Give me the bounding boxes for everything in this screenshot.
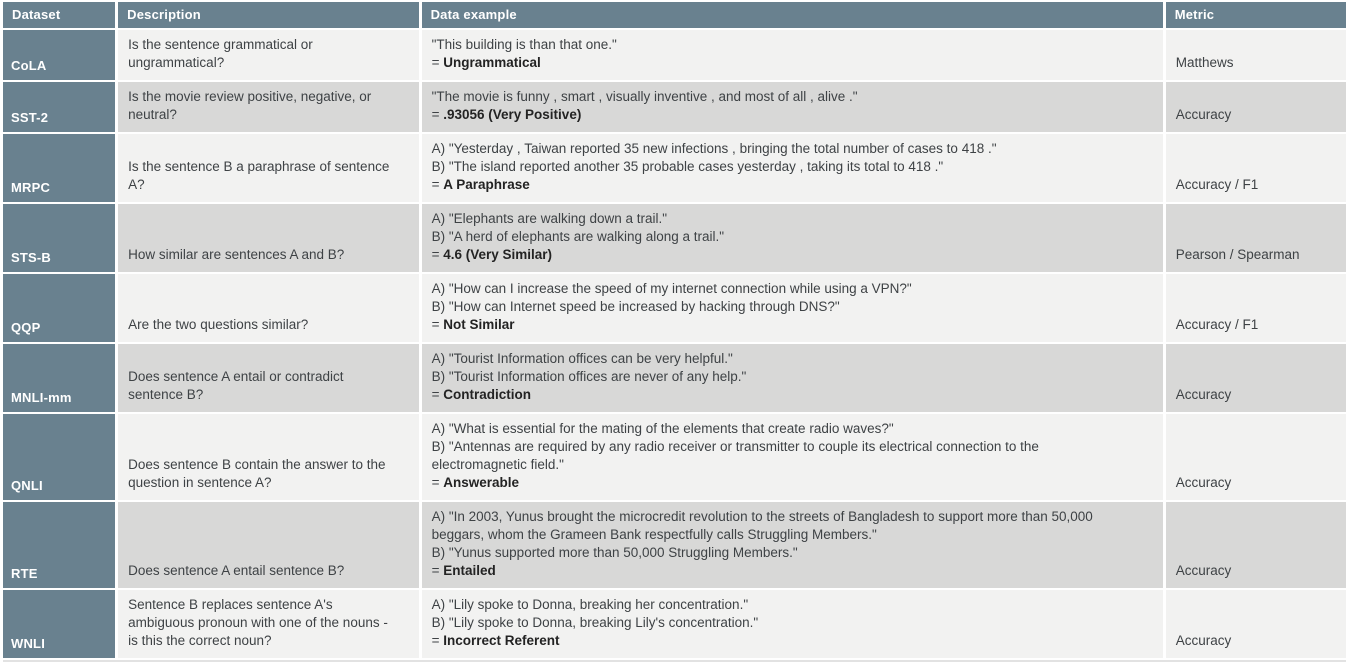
- description-cell: Sentence B replaces sentence A's ambiguous pronoun with one of the nouns - is this the correct noun?: [118, 590, 418, 658]
- table-row-rte: [3, 502, 1346, 588]
- example-cell: [422, 344, 1163, 412]
- table-row-wnli: [3, 590, 1346, 658]
- description-cell: Does sentence A entail or contradict sentence B?: [118, 344, 418, 412]
- example-sentence: A) "Tourist Information offices can be very helpful.": [431, 351, 733, 366]
- dataset-cell-sts-b: STS-B: [3, 204, 115, 272]
- description-cell: Is the sentence grammatical or ungrammatical?: [118, 30, 418, 80]
- description-cell: How similar are sentences A and B?: [118, 204, 418, 272]
- metric-cell: Accuracy: [1166, 414, 1346, 500]
- example-cell: [422, 82, 1163, 132]
- description-cell: Is the sentence B a paraphrase of sentence A?: [118, 134, 418, 202]
- dataset-cell-mrpc: MRPC: [3, 134, 115, 202]
- metric-cell: Pearson / Spearman: [1166, 204, 1346, 272]
- example-sentence: A) "How can I increase the speed of my internet connection while using a VPN?": [431, 281, 912, 296]
- example-cell: [422, 414, 1163, 500]
- example-answer: = Incorrect Referent: [431, 633, 560, 648]
- example-sentence: A) "Yesterday , Taiwan reported 35 new infections , bringing the total number of cases to 418 .": [431, 141, 997, 156]
- example-sentence: "This building is than that one.": [431, 37, 617, 52]
- example-answer: = 4.6 (Very Similar): [431, 247, 553, 262]
- metric-cell: Accuracy: [1166, 344, 1346, 412]
- example-cell: [422, 204, 1163, 272]
- example-sentence: B) "How can Internet speed be increased by hacking through DNS?": [431, 299, 840, 314]
- example-sentence: B) "Antennas are required by any radio receiver or transmitter to couple its electrical connection to the electromagnetic field.": [431, 439, 1039, 472]
- example-sentence: "The movie is funny , smart , visually inventive , and most of all , alive .": [431, 89, 858, 104]
- table-row-mnli-mm: [3, 344, 1346, 412]
- table-body: [3, 30, 1346, 658]
- example-sentence: B) "A herd of elephants are walking along a trail.": [431, 229, 725, 244]
- header-row: [3, 2, 1346, 28]
- column-header-metric: Metric: [1166, 2, 1346, 28]
- example-cell: [422, 590, 1163, 658]
- example-cell: [422, 134, 1163, 202]
- dataset-cell-mnli-mm: MNLI-mm: [3, 344, 115, 412]
- column-header-dataset: Dataset: [3, 2, 115, 28]
- description-cell: Does sentence A entail sentence B?: [118, 502, 418, 588]
- example-answer: = .93056 (Very Positive): [431, 107, 582, 122]
- example-sentence: A) "Elephants are walking down a trail.": [431, 211, 668, 226]
- example-sentence: A) "In 2003, Yunus brought the microcredit revolution to the streets of Bangladesh to support more than 50,000 beggars, whom the Grameen Bank respectfully calls Struggling Members.": [431, 509, 1093, 542]
- example-answer: = Contradiction: [431, 387, 531, 402]
- dataset-cell-rte: RTE: [3, 502, 115, 588]
- metric-cell: Matthews: [1166, 30, 1346, 80]
- column-header-description: Description: [118, 2, 418, 28]
- metric-cell: Accuracy / F1: [1166, 274, 1346, 342]
- example-cell: [422, 30, 1163, 80]
- metric-cell: Accuracy: [1166, 82, 1346, 132]
- description-cell: Does sentence B contain the answer to the question in sentence A?: [118, 414, 418, 500]
- table-row-sst-2: [3, 82, 1346, 132]
- table-row-sts-b: [3, 204, 1346, 272]
- example-cell: [422, 274, 1163, 342]
- dataset-cell-sst-2: SST-2: [3, 82, 115, 132]
- metric-cell: Accuracy: [1166, 590, 1346, 658]
- column-header-data-example: Data example: [422, 2, 1163, 28]
- table-row-cola: [3, 30, 1346, 80]
- example-sentence: A) "Lily spoke to Donna, breaking her concentration.": [431, 597, 749, 612]
- example-answer: = Ungrammatical: [431, 55, 541, 70]
- dataset-cell-qnli: QNLI: [3, 414, 115, 500]
- example-sentence: A) "What is essential for the mating of the elements that create radio waves?": [431, 421, 894, 436]
- example-cell: [422, 502, 1163, 588]
- example-answer: = Answerable: [431, 475, 520, 490]
- metric-cell: Accuracy: [1166, 502, 1346, 588]
- metric-cell: Accuracy / F1: [1166, 134, 1346, 202]
- table-row-qnli: [3, 414, 1346, 500]
- example-answer: = Not Similar: [431, 317, 515, 332]
- description-cell: Are the two questions similar?: [118, 274, 418, 342]
- example-sentence: B) "Yunus supported more than 50,000 Struggling Members.": [431, 545, 798, 560]
- example-answer: = A Paraphrase: [431, 177, 530, 192]
- example-sentence: B) "Tourist Information offices are never of any help.": [431, 369, 747, 384]
- dataset-cell-wnli: WNLI: [3, 590, 115, 658]
- table-row-qqp: [3, 274, 1346, 342]
- description-cell: Is the movie review positive, negative, or neutral?: [118, 82, 418, 132]
- example-answer: = Entailed: [431, 563, 496, 578]
- example-sentence: B) "Lily spoke to Donna, breaking Lily's concentration.": [431, 615, 759, 630]
- dataset-cell-cola: CoLA: [3, 30, 115, 80]
- example-sentence: B) "The island reported another 35 probable cases yesterday , taking its total to 418 .": [431, 159, 944, 174]
- dataset-cell-qqp: QQP: [3, 274, 115, 342]
- table-row-mrpc: [3, 134, 1346, 202]
